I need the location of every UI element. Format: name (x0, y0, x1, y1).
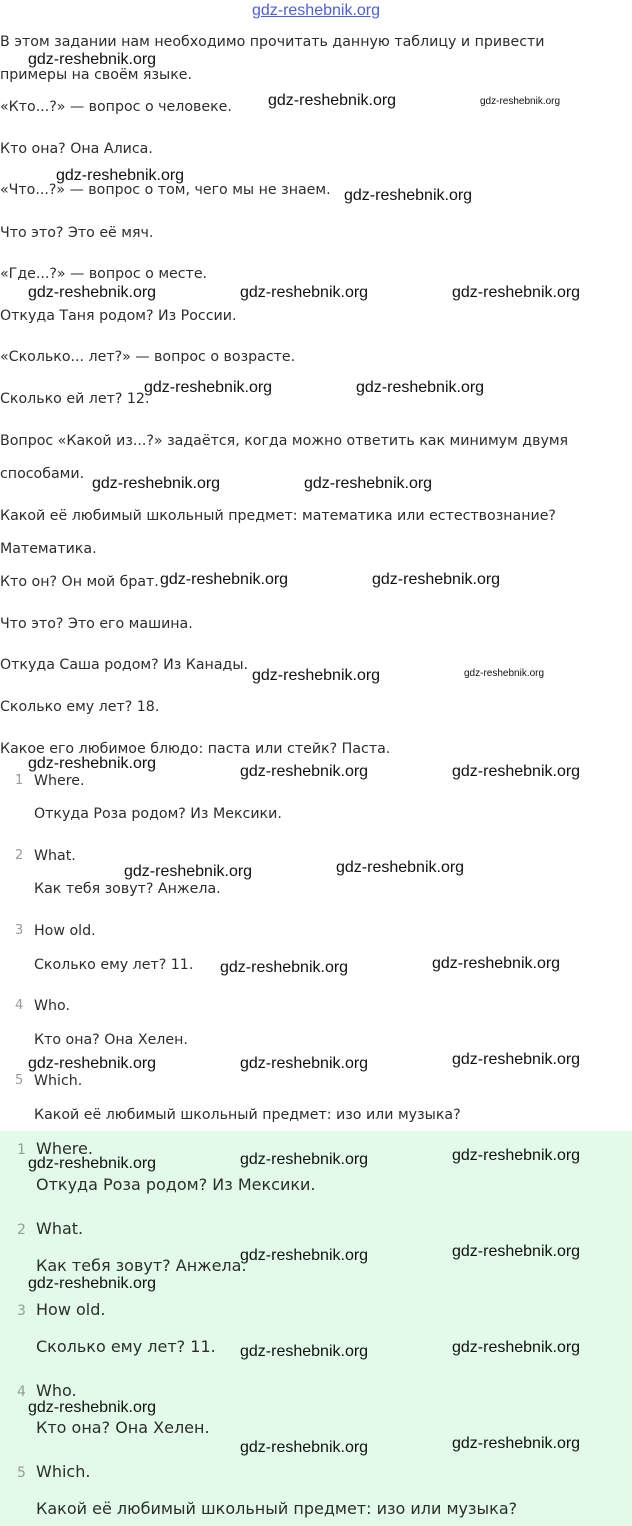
intro-line: способами. (0, 466, 85, 482)
watermark: gdz-reshebnik.org (56, 167, 185, 184)
watermark: gdz-reshebnik.org (240, 763, 369, 780)
watermark: gdz-reshebnik.org (28, 51, 157, 68)
watermark: gdz-reshebnik.org (356, 379, 485, 396)
answer-number: 4 (15, 998, 24, 1013)
intro-line: «Кто...?» — вопрос о человеке. (0, 99, 232, 115)
answer-word: Where. (34, 773, 85, 789)
watermark: gdz-reshebnik.org (464, 668, 545, 679)
intro-line: примеры на своём языке. (0, 67, 193, 83)
answer-word: Where. (36, 1139, 93, 1158)
answer-sentence: Сколько ему лет? 11. (36, 1337, 216, 1356)
watermark: gdz-reshebnik.org (240, 1151, 369, 1168)
watermark: gdz-reshebnik.org (268, 92, 397, 109)
watermark: gdz-reshebnik.org (28, 755, 157, 772)
watermark: gdz-reshebnik.org (344, 187, 473, 204)
watermark: gdz-reshebnik.org (452, 1243, 581, 1260)
answer-number: 5 (15, 1073, 24, 1088)
answer-word: Which. (36, 1462, 91, 1481)
answer-number: 4 (17, 1384, 26, 1400)
watermark: gdz-reshebnik.org (28, 1399, 157, 1416)
watermark: gdz-reshebnik.org (252, 667, 381, 684)
watermark: gdz-reshebnik.org (28, 1275, 157, 1292)
answer-sentence: Какой её любимый школьный предмет: изо или музыка? (36, 1499, 518, 1518)
watermark: gdz-reshebnik.org (452, 1051, 581, 1068)
watermark: gdz-reshebnik.org (240, 1343, 369, 1360)
watermark: gdz-reshebnik.org (336, 859, 465, 876)
intro-line: Кто она? Она Алиса. (0, 141, 153, 157)
answer-number: 2 (17, 1222, 26, 1238)
intro-line: Откуда Саша родом? Из Канады. (0, 657, 249, 673)
intro-line: В этом задании нам необходимо прочитать данную таблицу и привести (0, 34, 545, 50)
intro-line: Что это? Это её мяч. (0, 225, 154, 241)
answer-word: Who. (36, 1381, 77, 1400)
answer-sentence: Откуда Роза родом? Из Мексики. (34, 806, 282, 822)
answer-number: 5 (17, 1465, 26, 1481)
watermark: gdz-reshebnik.org (240, 1247, 369, 1264)
intro-line: Кто он? Он мой брат. (0, 574, 159, 590)
answer-word: How old. (36, 1300, 106, 1319)
intro-line: Вопрос «Какой из...?» задаётся, когда можно ответить как минимум двумя (0, 433, 569, 449)
watermark: gdz-reshebnik.org (432, 955, 561, 972)
watermark: gdz-reshebnik.org (220, 959, 349, 976)
watermark: gdz-reshebnik.org (452, 1339, 581, 1356)
watermark: gdz-reshebnik.org (240, 1055, 369, 1072)
answer-sentence: Кто она? Она Хелен. (34, 1032, 188, 1048)
watermark: gdz-reshebnik.org (28, 1055, 157, 1072)
watermark: gdz-reshebnik.org (452, 1435, 581, 1452)
site-title-link[interactable]: gdz-reshebnik.org (251, 2, 381, 19)
intro-line: «Где...?» — вопрос о месте. (0, 266, 208, 282)
intro-line: Сколько ему лет? 18. (0, 699, 160, 715)
watermark: gdz-reshebnik.org (240, 284, 369, 301)
answer-sentence: Сколько ему лет? 11. (34, 957, 194, 973)
answer-sentence: Какой её любимый школьный предмет: изо или музыка? (34, 1107, 461, 1123)
intro-line: Какой её любимый школьный предмет: математика или естествознание? (0, 508, 556, 524)
answer-word: What. (36, 1219, 84, 1238)
answer-sentence: Откуда Роза родом? Из Мексики. (36, 1175, 316, 1194)
intro-line: Откуда Таня родом? Из России. (0, 308, 237, 324)
watermark: gdz-reshebnik.org (452, 284, 581, 301)
watermark: gdz-reshebnik.org (304, 475, 433, 492)
watermark: gdz-reshebnik.org (92, 475, 221, 492)
watermark: gdz-reshebnik.org (452, 763, 581, 780)
watermark: gdz-reshebnik.org (372, 571, 501, 588)
intro-line: Математика. (0, 541, 97, 557)
watermark: gdz-reshebnik.org (160, 571, 289, 588)
answer-number: 1 (15, 773, 24, 788)
intro-line: «Что...?» — вопрос о том, чего мы не знаем. (0, 182, 331, 198)
watermark: gdz-reshebnik.org (28, 284, 157, 301)
answer-word: What. (34, 848, 76, 864)
watermark: gdz-reshebnik.org (452, 1147, 581, 1164)
answer-word: How old. (34, 923, 96, 939)
answer-number: 2 (15, 848, 24, 863)
answer-word: Who. (34, 998, 70, 1014)
intro-line: Какое его любимое блюдо: паста или стейк? Паста. (0, 741, 391, 757)
answer-sentence: Как тебя зовут? Анжела. (34, 881, 221, 897)
watermark: gdz-reshebnik.org (144, 379, 273, 396)
intro-line: «Сколько... лет?» — вопрос о возрасте. (0, 349, 296, 365)
watermark: gdz-reshebnik.org (480, 96, 561, 107)
highlighted-answer-box (0, 1131, 632, 1526)
watermark: gdz-reshebnik.org (124, 863, 253, 880)
answer-word: Which. (34, 1073, 83, 1089)
intro-line: Что это? Это его машина. (0, 616, 193, 632)
intro-line: Сколько ей лет? 12. (0, 391, 150, 407)
answer-sentence: Как тебя зовут? Анжела. (36, 1256, 247, 1275)
answer-number: 3 (15, 923, 24, 938)
answer-number: 3 (17, 1303, 26, 1319)
answer-sentence: Кто она? Она Хелен. (36, 1418, 210, 1437)
answer-number: 1 (17, 1142, 26, 1158)
watermark: gdz-reshebnik.org (28, 1155, 157, 1172)
watermark: gdz-reshebnik.org (240, 1439, 369, 1456)
